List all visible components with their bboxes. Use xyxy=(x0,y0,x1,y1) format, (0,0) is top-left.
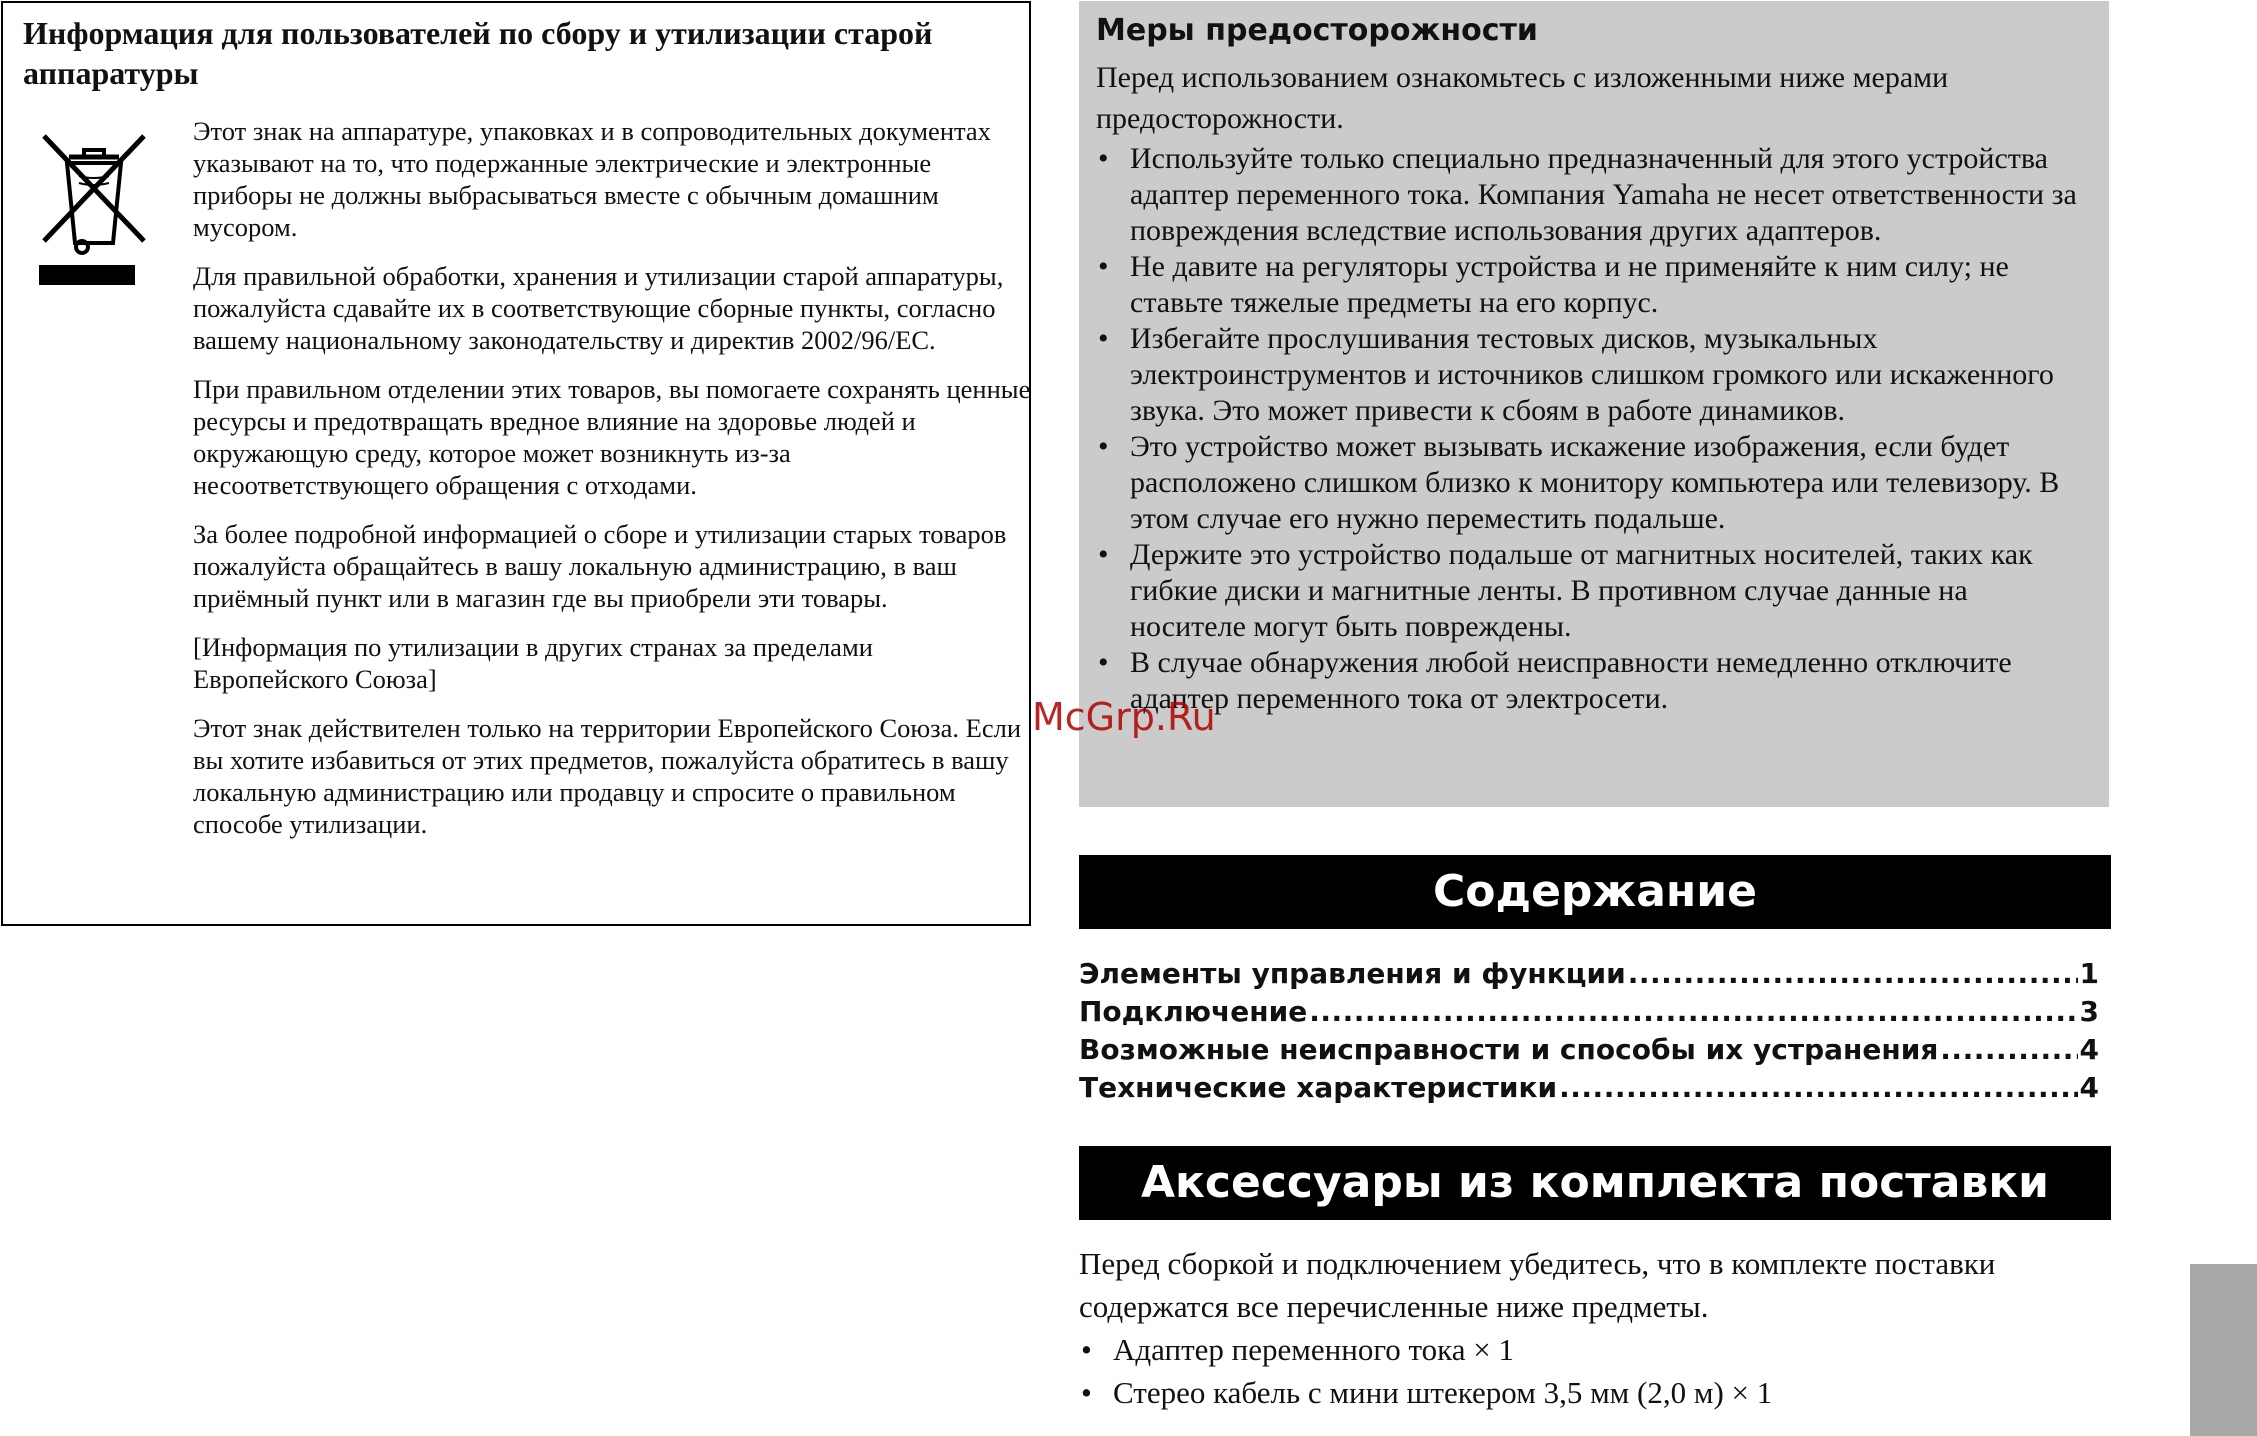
toc-entry[interactable] xyxy=(1079,1031,2099,1069)
page-side-tab xyxy=(2190,1264,2257,1436)
weee-paragraph: Для правильной обработки, хранения и утилизации старой аппаратуры, пожалуйста сдавайте их в соответствующие сборные пункты, согласно вашему национальному законодательству и директив 2002/96/EC. xyxy=(193,261,1004,355)
accessories-intro: Перед сборкой и подключением убедитесь, что в комплекте поставки содержатся все перечисленные ниже предметы. xyxy=(1079,1246,1996,1324)
weee-text xyxy=(193,115,1033,857)
weee-paragraph: Этот знак на аппаратуре, упаковках и в сопроводительных документах указывают на то, что подержанные электрические и электронные приборы не должны выбрасываться вместе с обычным домашним мусором. xyxy=(193,116,991,242)
weee-title: Информация для пользователей по сбору и утилизации старой аппаратуры xyxy=(23,15,933,91)
table-of-contents xyxy=(1079,955,2099,1107)
weee-paragraph: При правильном отделении этих товаров, вы помогаете сохранять ценные ресурсы и предотвращать вредное влияние на здоровье людей и окружающую среду, которое может возникнуть из-за несоответствующего обращения с отходами. xyxy=(193,374,1031,500)
list-item: • Используйте только специально предназначенный для этого устройства адаптер переменного тока. Компания Yamaha не несет ответственности за повреждения вследствие использования других адаптеров. xyxy=(1096,141,2091,249)
precautions-intro: Перед использованием ознакомьтесь с изложенными ниже мерами предосторожности. xyxy=(1096,61,1949,135)
toc-entry-page: 1 xyxy=(2079,957,2099,990)
toc-leader-dots xyxy=(1559,1069,2077,1107)
toc-leader-dots xyxy=(1940,1031,2077,1069)
precautions-box xyxy=(1079,1,2109,807)
toc-heading: Содержание xyxy=(1079,855,2111,929)
toc-leader-dots xyxy=(1309,993,2077,1031)
accessories-heading: Аксессуары из комплекта поставки xyxy=(1079,1146,2111,1220)
toc-entry[interactable] xyxy=(1079,1069,2099,1107)
list-item: • Это устройство может вызывать искажение изображения, если будет расположено слишком близко к монитору компьютера или телевизору. В этом случае его нужно переместить подальше. xyxy=(1096,429,2091,537)
list-item: • Адаптер переменного тока × 1 xyxy=(1079,1328,2119,1371)
list-item: • Не давите на регуляторы устройства и не применяйте к ним силу; не ставьте тяжелые предметы на его корпус. xyxy=(1096,249,2091,321)
accessories-list xyxy=(1079,1328,2119,1414)
crossed-out-wheelie-bin-icon xyxy=(39,131,149,291)
weee-info-box xyxy=(1,1,1031,926)
watermark: McGrp.Ru xyxy=(1032,695,1216,739)
toc-entry-page: 4 xyxy=(2079,1071,2099,1104)
toc-entry-label: Возможные неисправности и способы их устранения xyxy=(1079,1033,1939,1066)
list-item: • Избегайте прослушивания тестовых дисков, музыкальных электроинструментов и источников слишком громкого или искаженного звука. Это может привести к сбоям в работе динамиков. xyxy=(1096,321,2091,429)
weee-paragraph: [Информация по утилизации в других странах за пределами Европейского Союза] xyxy=(193,632,873,694)
list-item: • В случае обнаружения любой неисправности немедленно отключите адаптер переменного тока от электросети. xyxy=(1096,645,2091,717)
toc-entry-page: 4 xyxy=(2079,1033,2099,1066)
toc-entry[interactable] xyxy=(1079,955,2099,993)
precautions-list xyxy=(1096,141,2091,717)
list-item: • Стерео кабель с мини штекером 3,5 мм (2,0 м) × 1 xyxy=(1079,1371,2119,1414)
toc-entry-page: 3 xyxy=(2079,995,2099,1028)
toc-entry-label: Технические характеристики xyxy=(1079,1071,1558,1104)
list-item: • Держите это устройство подальше от магнитных носителей, таких как гибкие диски и магнитные ленты. В противном случае данные на носителе могут быть повреждены. xyxy=(1096,537,2091,645)
toc-leader-dots xyxy=(1628,955,2078,993)
precautions-title: Меры предосторожности xyxy=(1096,13,1538,48)
toc-entry-label: Подключение xyxy=(1079,995,1308,1028)
accessories-section xyxy=(1079,1242,2119,1414)
weee-paragraph: Этот знак действителен только на территории Европейского Союза. Если вы хотите избавиться от этих предметов, пожалуйста обратитесь в вашу локальную администрацию или продавцу и спросите о правильном способе утилизации. xyxy=(193,713,1022,839)
toc-entry-label: Элементы управления и функции xyxy=(1079,957,1626,990)
weee-paragraph: За более подробной информацией о сборе и утилизации старых товаров пожалуйста обращайтесь в вашу локальную администрацию, в ваш приёмный пункт или в магазин где вы приобрели эти товары. xyxy=(193,519,1007,613)
toc-entry[interactable] xyxy=(1079,993,2099,1031)
